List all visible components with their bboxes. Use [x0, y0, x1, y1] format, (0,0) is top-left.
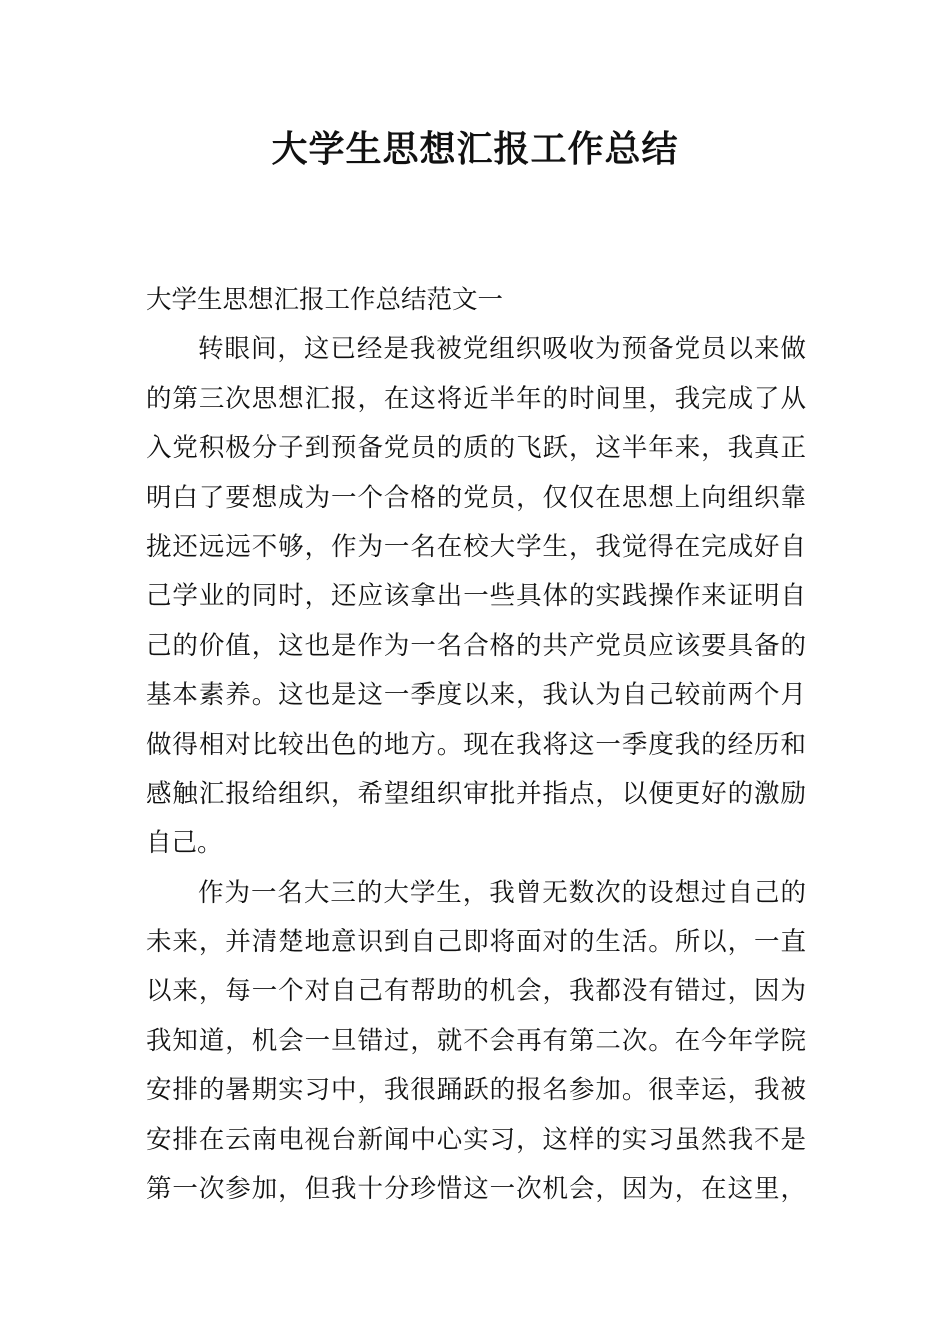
paragraph-2-line-3: 以来，每一个对自己有帮助的机会，我都没有错过，因为 — [146, 976, 806, 1007]
paragraph-2-line-4: 我知道，机会一旦错过，就不会再有第二次。在今年学院 — [146, 1025, 806, 1056]
section-heading: 大学生思想汇报工作总结范文一 — [146, 285, 504, 315]
paragraph-1-line-9: 做得相对比较出色的地方。现在我将这一季度我的经历和 — [146, 729, 806, 760]
paragraph-1-line-1: 转眼间，这已经是我被党组织吸收为预备党员以来做 — [198, 334, 806, 365]
document-title: 大学生思想汇报工作总结 — [271, 129, 679, 170]
paragraph-1-line-10: 感触汇报给组织，希望组织审批并指点，以便更好的激励 — [146, 778, 806, 809]
document-body — [146, 276, 806, 1214]
paragraph-2-line-6: 安排在云南电视台新闻中心实习，这样的实习虽然我不是 — [146, 1124, 806, 1155]
paragraph-2-line-2: 未来，并清楚地意识到自己即将面对的生活。所以，一直 — [146, 927, 806, 958]
paragraph-1-line-6: 己学业的同时，还应该拿出一些具体的实践操作来证明自 — [146, 581, 806, 612]
paragraph-1-line-8: 基本素养。这也是这一季度以来，我认为自己较前两个月 — [146, 680, 806, 711]
paragraph-1-line-2: 的第三次思想汇报，在这将近半年的时间里，我完成了从 — [146, 383, 806, 414]
paragraph-1-line-7: 己的价值，这也是作为一名合格的共产党员应该要具备的 — [146, 630, 806, 661]
paragraph-1-line-5: 拢还远远不够，作为一名在校大学生，我觉得在完成好自 — [146, 531, 806, 562]
paragraph-2-line-7: 第一次参加，但我十分珍惜这一次机会，因为，在这里， — [146, 1174, 806, 1205]
paragraph-1-line-3: 入党积极分子到预备党员的质的飞跃，这半年来，我真正 — [146, 433, 806, 464]
paragraph-1-line-11: 自己。 — [146, 828, 223, 859]
paragraph-2-line-5: 安排的暑期实习中，我很踊跃的报名参加。很幸运，我被 — [146, 1075, 806, 1106]
paragraph-2-line-1: 作为一名大三的大学生，我曾无数次的设想过自己的 — [198, 877, 806, 908]
paragraph-1-line-4: 明白了要想成为一个合格的党员，仅仅在思想上向组织靠 — [146, 482, 806, 513]
